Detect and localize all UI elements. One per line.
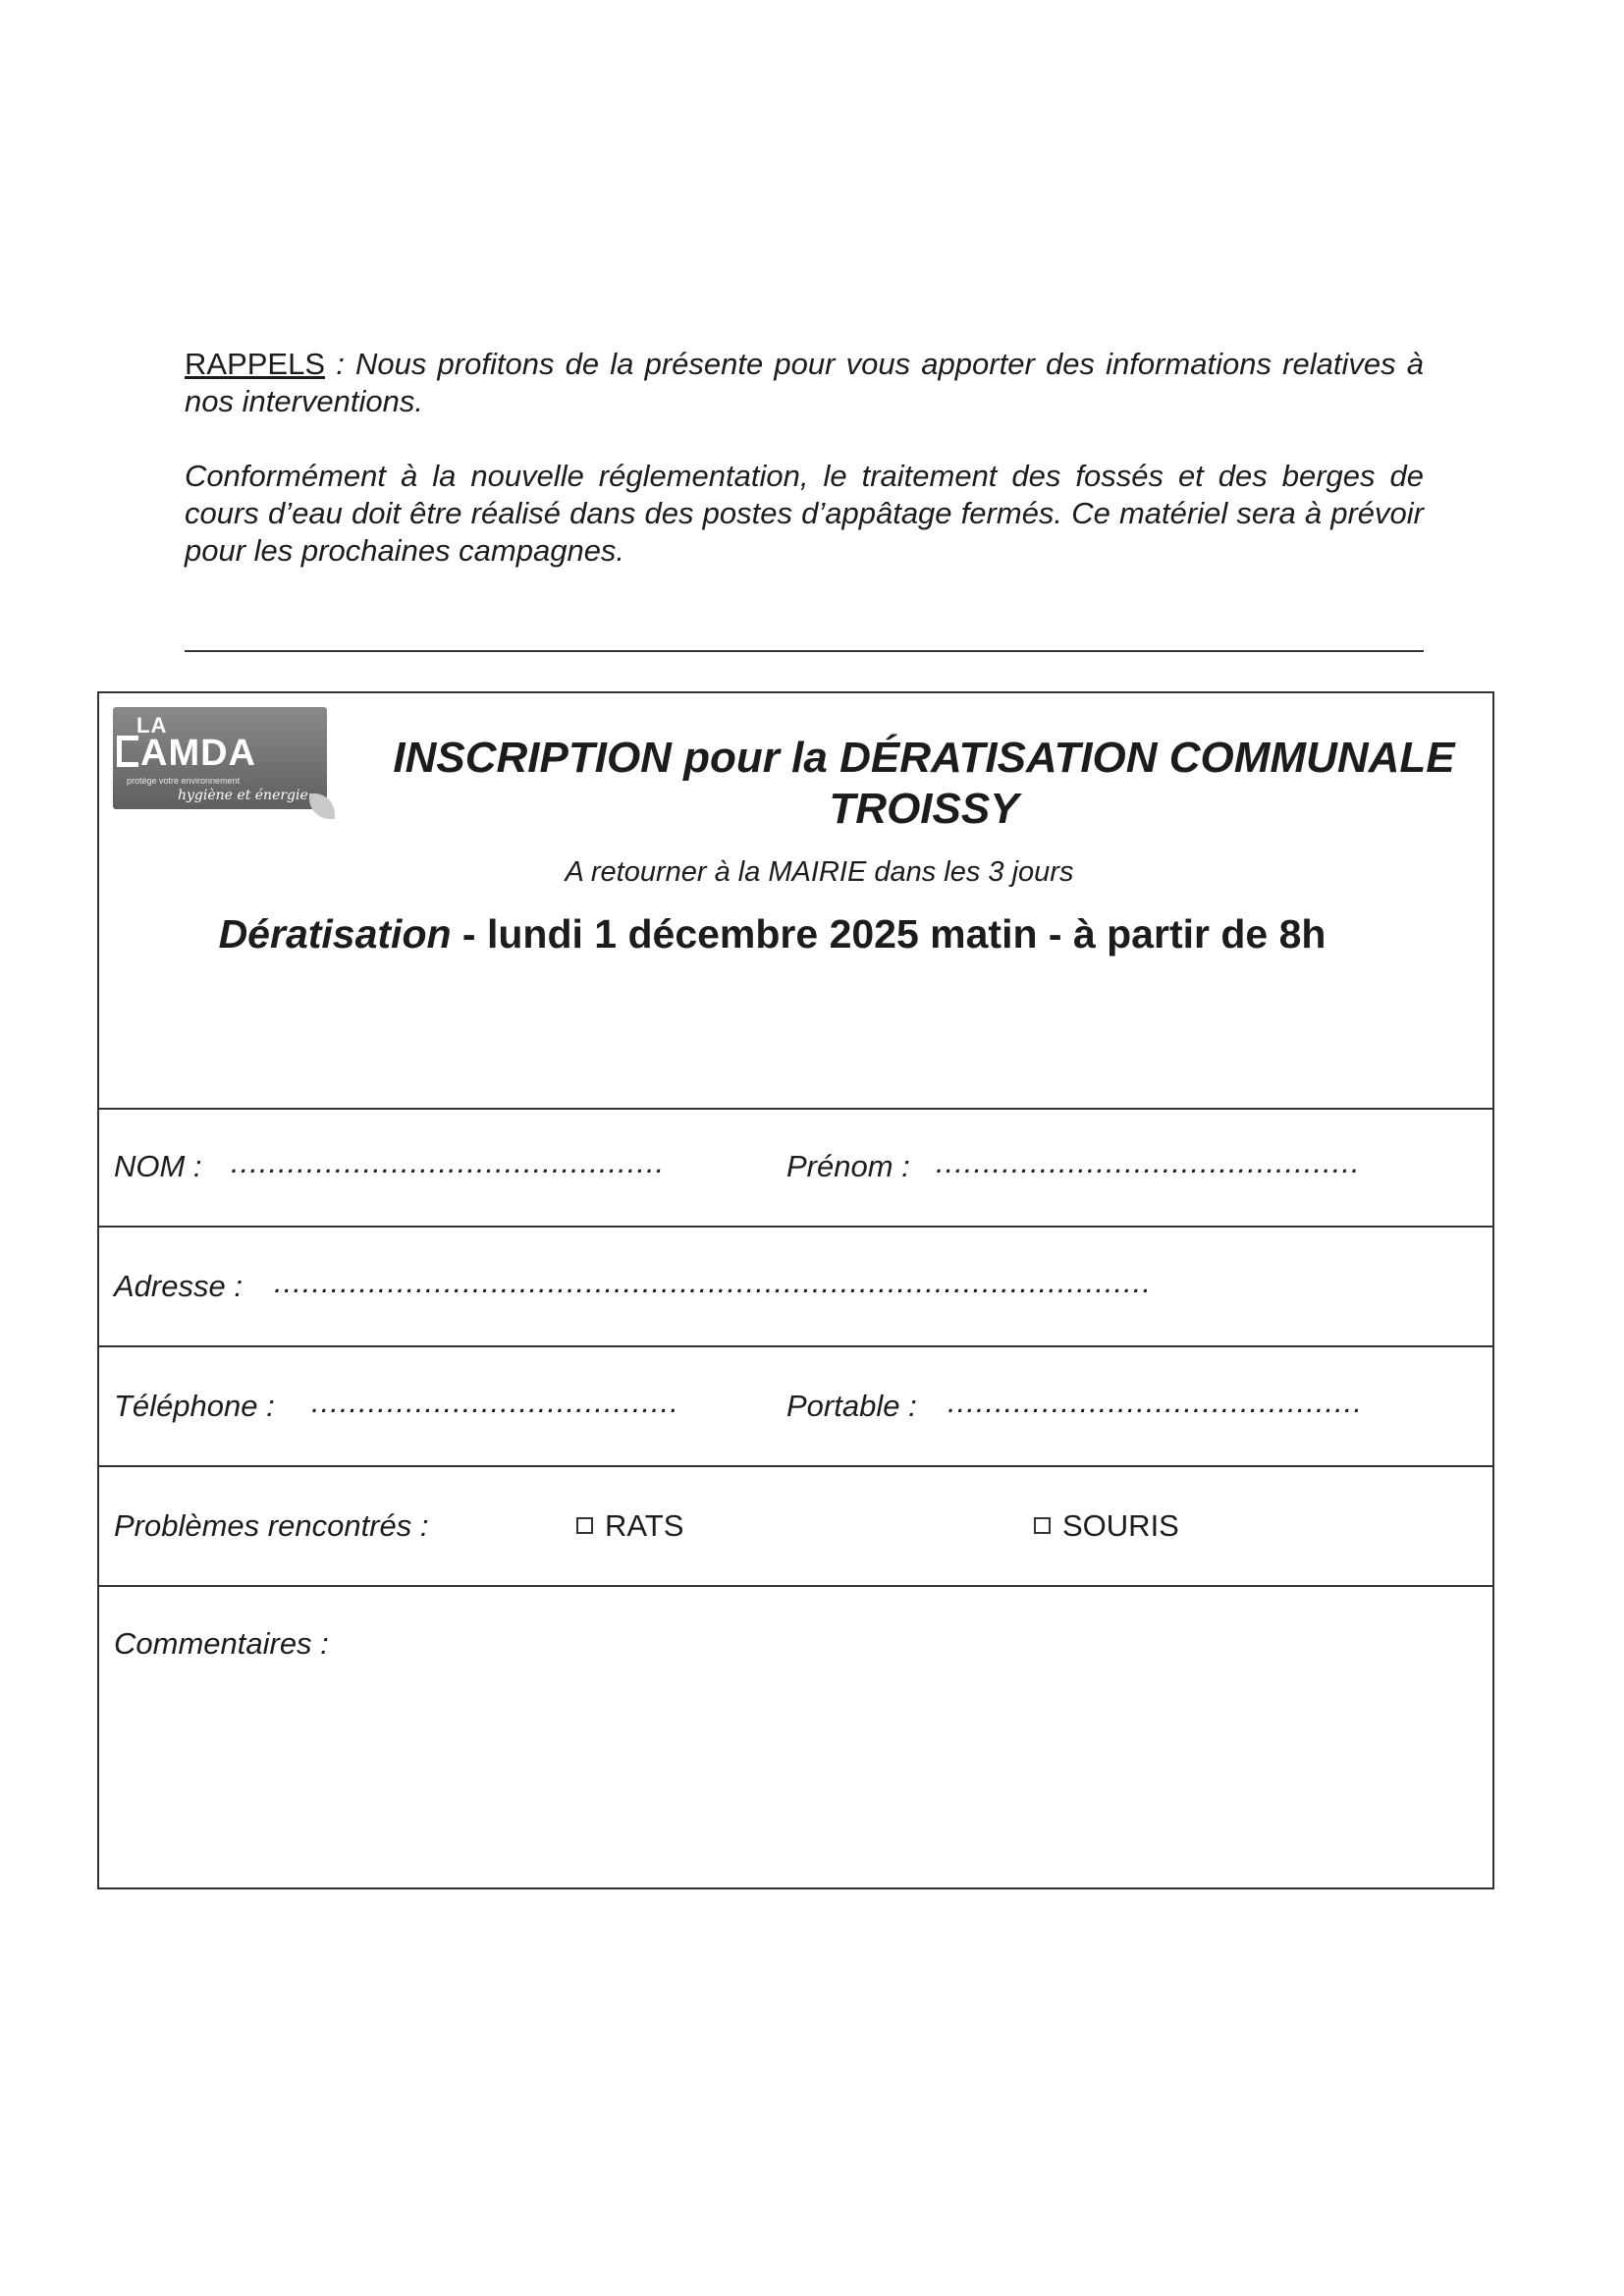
souris-label: SOURIS	[1062, 1508, 1179, 1543]
rappels-intro-text: : Nous profitons de la présente pour vous apporter des informations relatives à nos interventions.	[185, 347, 1424, 418]
rappels-section	[185, 346, 1424, 570]
logo-script: hygiène et énergie	[178, 788, 308, 803]
adresse-field[interactable]: .............................................................................................	[274, 1265, 1152, 1299]
camda-logo	[113, 707, 327, 809]
rappels-intro	[185, 346, 1424, 420]
logo-top-text: LA	[136, 713, 168, 738]
telephone-label: Téléphone :	[114, 1389, 275, 1423]
event-details: - lundi 1 décembre 2025 matin - à partir de 8h	[451, 911, 1326, 957]
rats-checkbox[interactable]	[576, 1517, 593, 1534]
commentaires-label: Commentaires :	[114, 1626, 329, 1661]
nom-label: NOM :	[114, 1149, 202, 1183]
souris-checkbox[interactable]	[1034, 1517, 1051, 1534]
rappels-label: RAPPELS	[185, 347, 326, 381]
row-problemes	[99, 1467, 1492, 1587]
registration-form	[97, 691, 1494, 1889]
prenom-field[interactable]: .............................................	[936, 1145, 1361, 1179]
rats-label: RATS	[605, 1508, 684, 1543]
row-adresse	[99, 1228, 1492, 1347]
logo-main-text	[117, 733, 256, 775]
form-header	[99, 693, 1492, 1110]
portable-label: Portable :	[786, 1389, 917, 1423]
adresse-label: Adresse :	[114, 1269, 243, 1303]
logo-c-mark	[117, 736, 138, 767]
option-souris[interactable]	[1034, 1508, 1179, 1544]
portable-field[interactable]: ............................................	[947, 1385, 1363, 1419]
nom-field[interactable]: ..............................................	[231, 1145, 666, 1179]
separator-line	[185, 650, 1424, 652]
telephone-field[interactable]: .......................................	[311, 1385, 679, 1419]
event-prefix: Dératisation	[218, 911, 452, 957]
form-city: TROISSY	[829, 785, 1019, 833]
return-instruction: A retourner à la MAIRIE dans les 3 jours	[565, 856, 1074, 888]
leaf-icon	[309, 793, 335, 819]
form-title-text: INSCRIPTION pour la DÉRATISATION COMMUNALE	[393, 734, 1455, 782]
problemes-label: Problèmes rencontrés :	[114, 1508, 429, 1543]
form-title	[354, 733, 1493, 835]
row-nom-prenom	[99, 1108, 1492, 1228]
logo-tagline: protège votre environnement	[127, 776, 241, 786]
rappels-paragraph: Conformément à la nouvelle réglementation, le traitement des fossés et des berges de cours d’eau doit être réalisé dans des postes d’appâtage fermés. Ce matériel sera à prévoir pour les prochaines campagnes.	[185, 459, 1424, 568]
event-line	[76, 911, 1469, 957]
prenom-label: Prénom :	[786, 1149, 910, 1183]
row-telephone-portable	[99, 1347, 1492, 1467]
row-commentaires[interactable]	[99, 1587, 1492, 1887]
logo-main-letters: AMDA	[140, 733, 256, 774]
option-rats[interactable]	[576, 1508, 683, 1544]
